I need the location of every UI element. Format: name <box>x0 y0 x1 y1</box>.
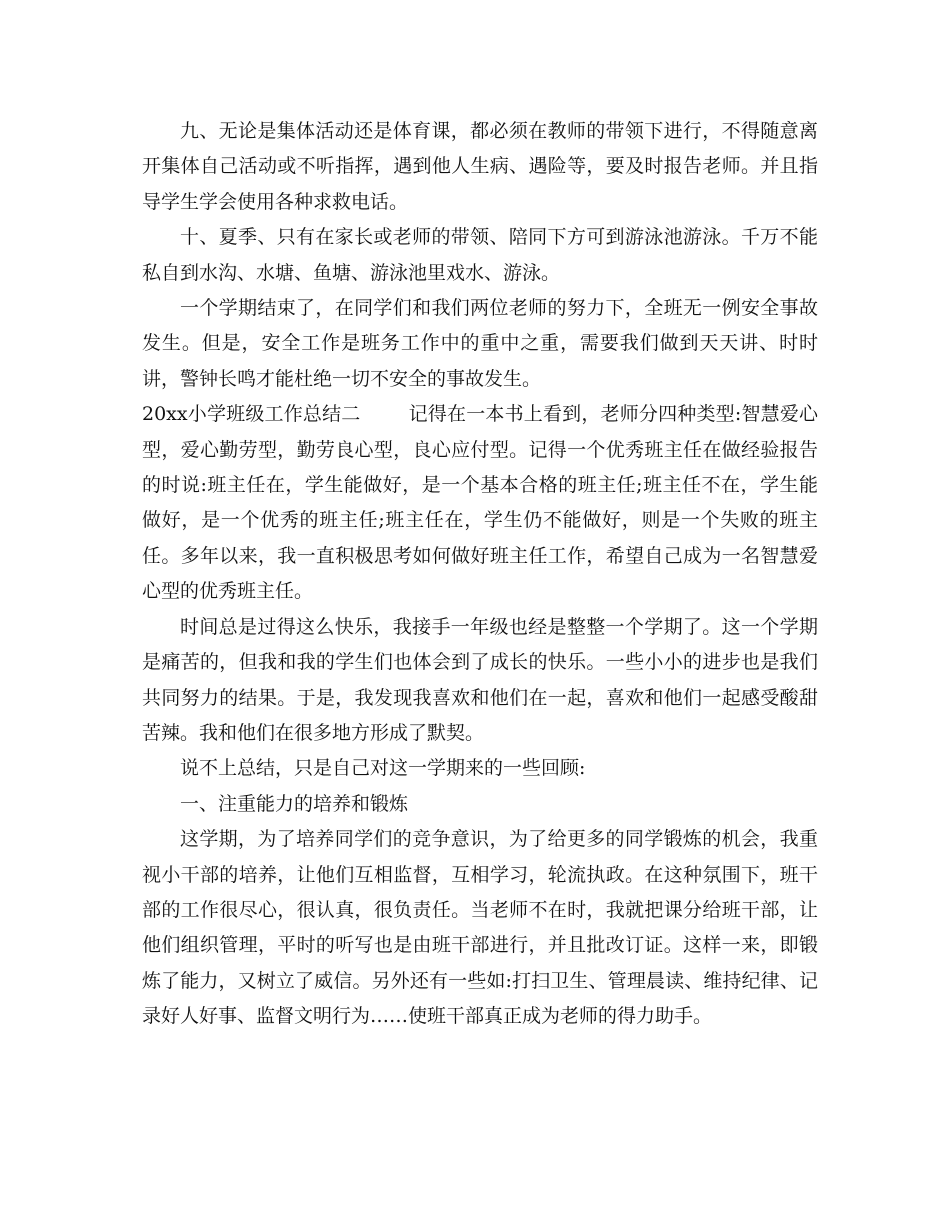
paragraph-class-cadres: 这学期，为了培养同学们的竞争意识，为了给更多的同学锻炼的机会，我重视小干部的培养，让他们互相监督，互相学习，轮流执政。在这种氛围下，班干部的工作很尽心，很认真，很负责任。当老师不在时，我就把课分给班干部，让他们组织管理，平时的听写也是由班干部进行，并且批改订证。这样一来，即锻炼了能力，又树立了威信。另外还有一些如:打扫卫生、管理晨读、维持纪律、记录好人好事、监督文明行为……使班干部真正成为老师的得力助手。 <box>142 828 818 1028</box>
paragraph-safety-nine: 九、无论是集体活动还是体育课，都必须在教师的带领下进行，不得随意离开集体自己活动或不听指挥，遇到他人生病、遇险等，要及时报告老师。并且指导学生学会使用各种求救电话。 <box>142 120 818 213</box>
section-intro: 记得在一本书上看到，老师分四种类型:智慧爱心型，爱心勤劳型，勤劳良心型，良心应付型。记得一个优秀班主任在做经验报告的时说:班主任在，学生能做好，是一个基本合格的班主任;班主任不在，学生能做好，是一个优秀的班主任;班主任在，学生仍不能做好，则是一个失败的班主任。多年以来，我一直积极思考如何做好班主任工作，希望自己成为一名智慧爱心型的优秀班主任。 <box>142 403 819 603</box>
paragraph-review-intro: 说不上总结，只是自己对这一学期来的一些回顾: <box>180 757 586 780</box>
section-two <box>142 397 818 609</box>
paragraph-safety-ten: 十、夏季、只有在家长或老师的带领、陪同下方可到游泳池游泳。千万不能私自到水沟、水塘、鱼塘、游泳池里戏水、游泳。 <box>142 226 818 284</box>
paragraph-time-flies: 时间总是过得这么快乐，我接手一年级也经是整整一个学期了。这一个学期是痛苦的，但我和我的学生们也体会到了成长的快乐。一些小小的进步也是我们共同努力的结果。于是，我发现我喜欢和他们在一起，喜欢和他们一起感受酸甜苦辣。我和他们在很多地方形成了默契。 <box>142 615 818 744</box>
subheading-ability-training: 一、注重能力的培养和锻炼 <box>180 792 409 815</box>
section-title: 20xx小学班级工作总结二 <box>142 403 361 426</box>
document-body <box>142 114 818 1035</box>
paragraph-semester-end: 一个学期结束了，在同学们和我们两位老师的努力下，全班无一例安全事故发生。但是，安全工作是班务工作中的重中之重，需要我们做到天天讲、时时讲，警钟长鸣才能杜绝一切不安全的事故发生。 <box>142 297 818 390</box>
